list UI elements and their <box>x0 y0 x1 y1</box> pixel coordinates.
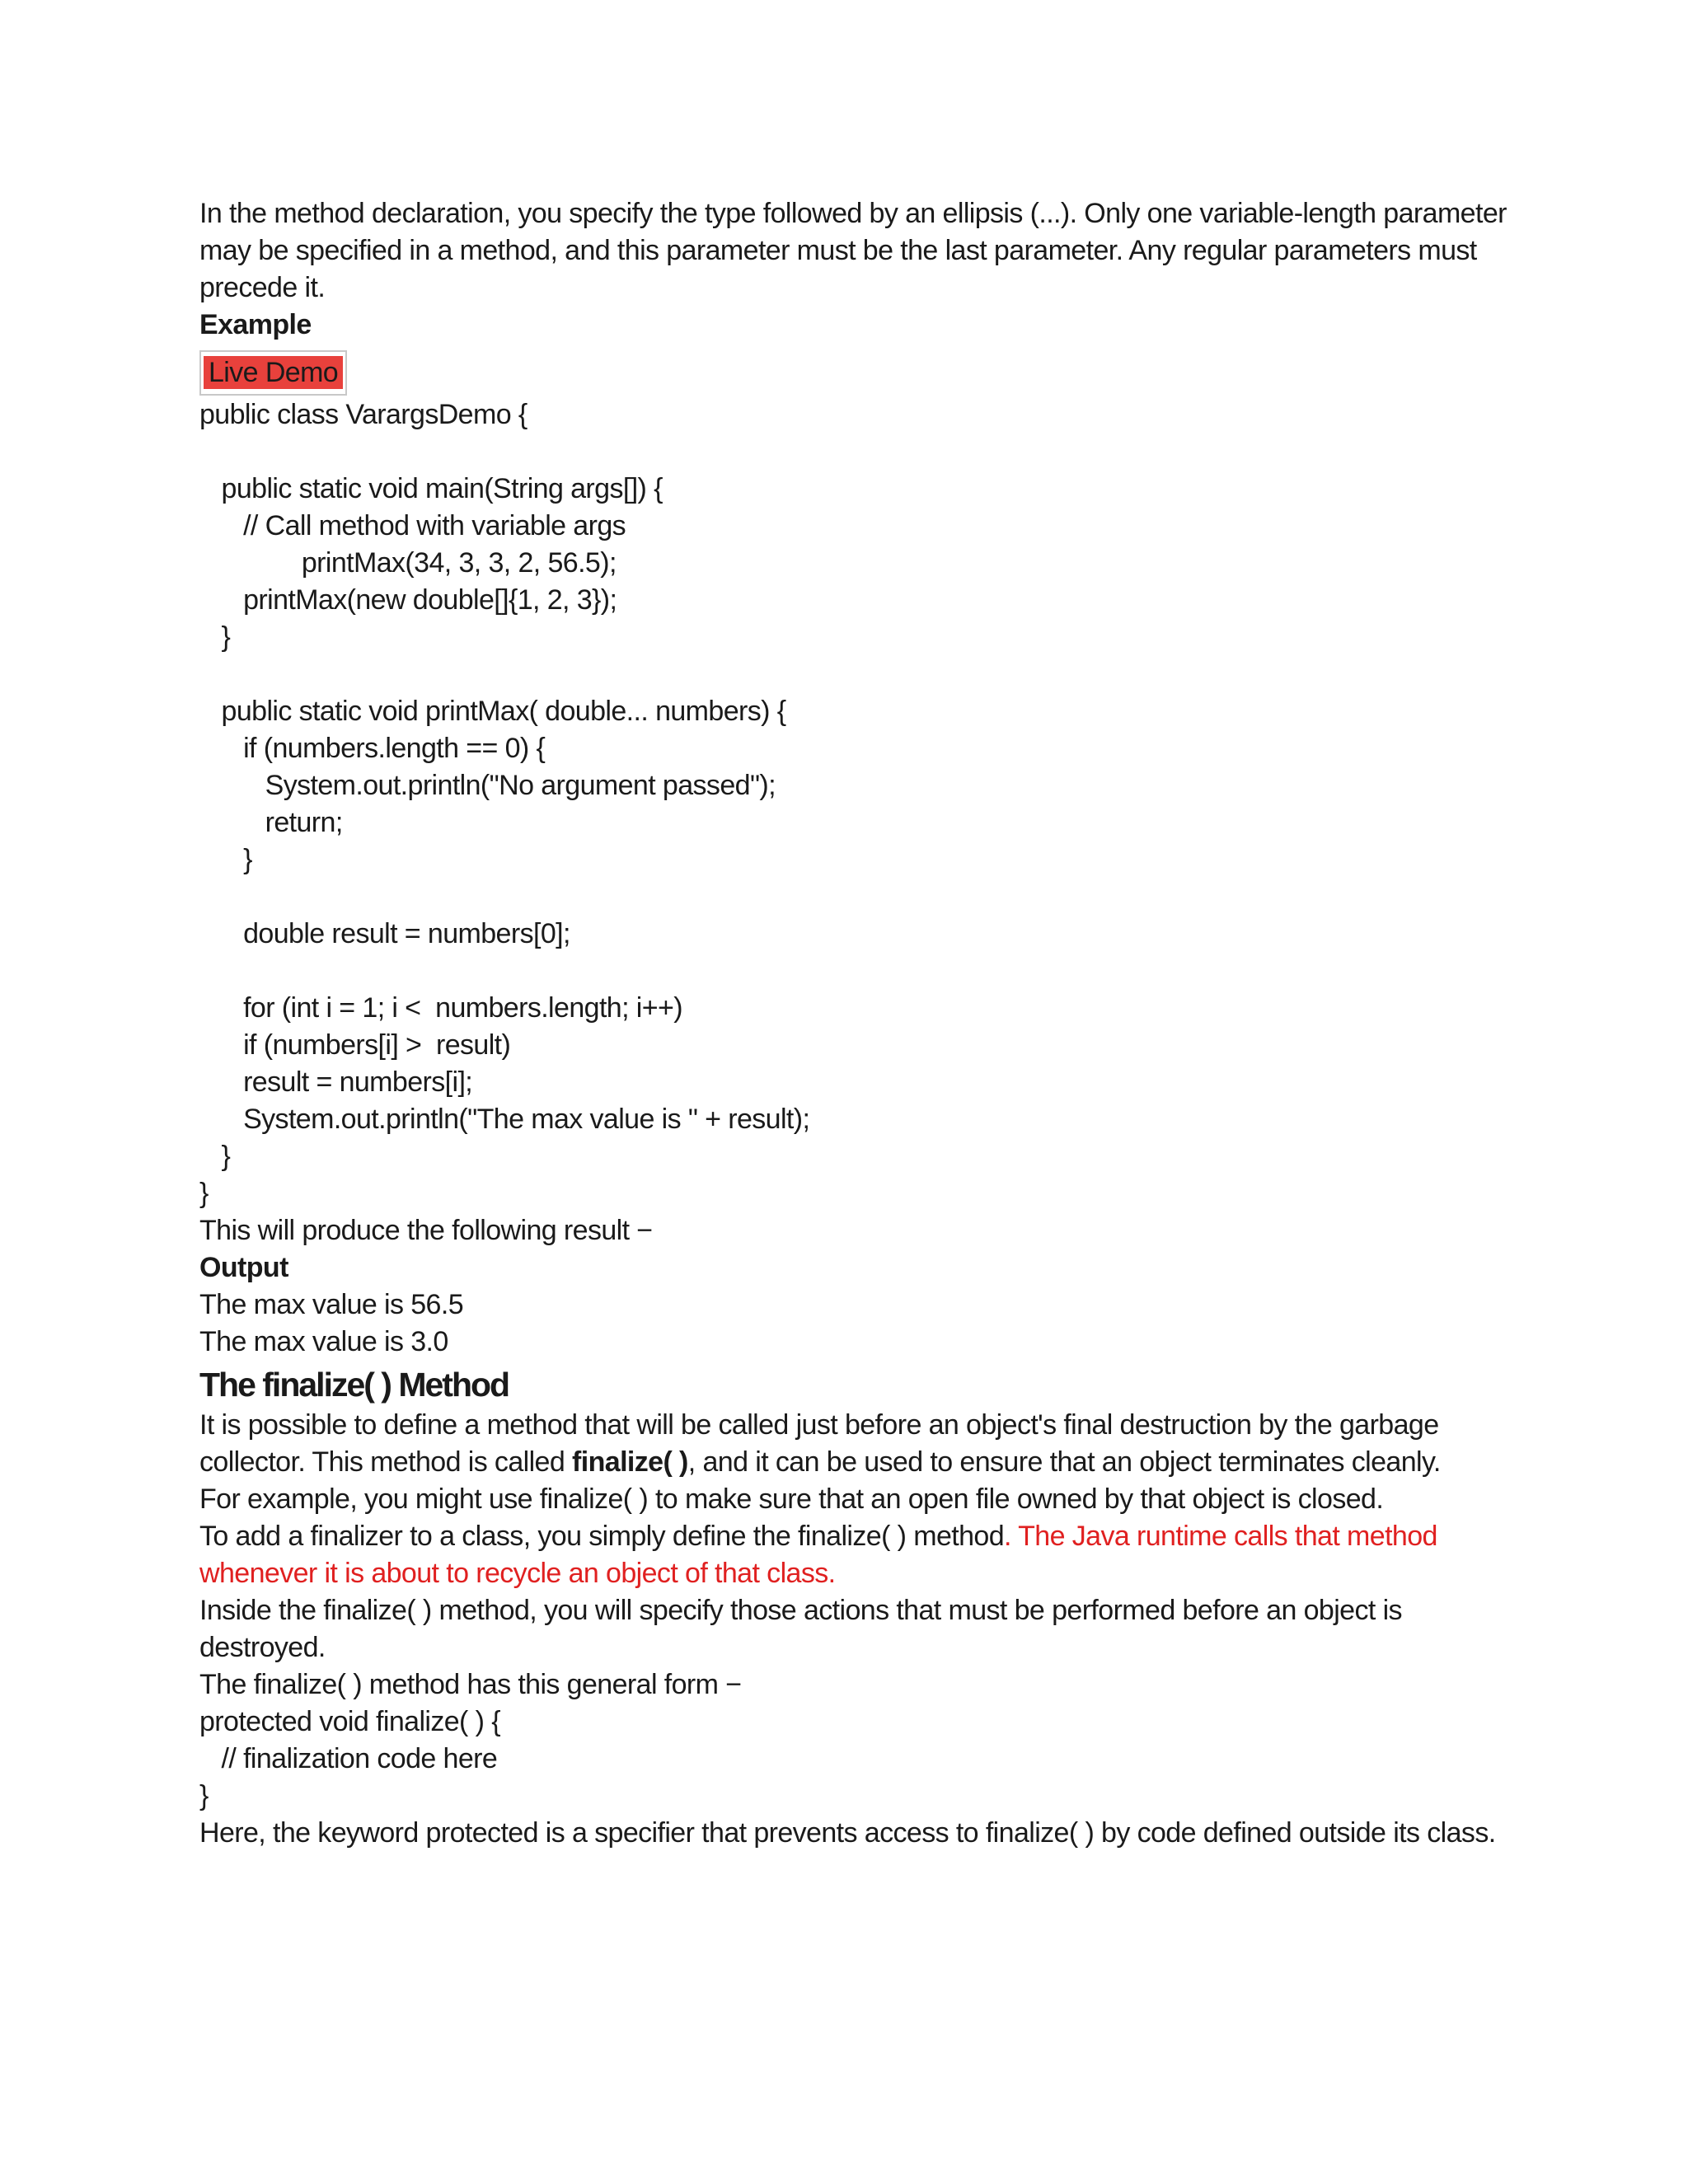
live-demo-container <box>199 350 1518 393</box>
finalize-code-block <box>199 1704 1518 1815</box>
code-line: } <box>199 1178 209 1209</box>
code-line <box>199 953 1518 990</box>
output-line: The max value is 3.0 <box>199 1326 448 1357</box>
code-line: } <box>199 621 231 653</box>
code-line: printMax(34, 3, 3, 2, 56.5); <box>199 547 617 579</box>
code-line: System.out.println("The max value is " + result); <box>199 1104 810 1135</box>
code-line: // finalization code here <box>199 1743 498 1774</box>
output-line: The max value is 56.5 <box>199 1289 464 1320</box>
code-line: } <box>199 1780 209 1811</box>
code-line <box>199 879 1518 916</box>
code-line: public class VarargsDemo { <box>199 399 528 430</box>
code-line: if (numbers[i] > result) <box>199 1029 511 1061</box>
code-line: public static void main(String args[]) { <box>199 473 663 504</box>
code-line: } <box>199 1141 231 1172</box>
code-line <box>199 434 1518 471</box>
code-line: // Call method with variable args <box>199 510 640 541</box>
finalize-paragraph-5: The finalize( ) method has this general form − <box>199 1669 742 1700</box>
code-line: printMax(new double[]{1, 2, 3}); <box>199 584 617 616</box>
finalize-paragraph-3 <box>199 1518 1518 1592</box>
intro-paragraph: In the method declaration, you specify the type followed by an ellipsis (...). Only one variable-length parameter may be specified in a method, and this parameter must be the last parameter. Any regular parameters must precede it. <box>199 198 1507 303</box>
live-demo-button[interactable] <box>199 350 347 396</box>
result-intro: This will produce the following result − <box>199 1215 653 1246</box>
finalize-paragraph-1 <box>199 1407 1518 1481</box>
finalize-p3-red: . The Java runtime calls that method whenever it is about to recycle an object of that class. <box>199 1521 1437 1589</box>
finalize-p1-after: , and it can be used to ensure that an object terminates cleanly. <box>687 1446 1441 1478</box>
code-line: } <box>199 844 252 875</box>
live-demo-label: Live Demo <box>204 356 343 389</box>
finalize-paragraph-4: Inside the finalize( ) method, you will specify those actions that must be performed before an object is destroyed. <box>199 1595 1402 1663</box>
example-code-block <box>199 396 1518 1212</box>
finalize-p3-before: To add a finalizer to a class, you simply define the finalize( ) method <box>199 1521 1005 1552</box>
code-line: result = numbers[i]; <box>199 1066 473 1098</box>
finalize-paragraph-6: Here, the keyword protected is a specifier that prevents access to finalize( ) by code defined outside its class. <box>199 1817 1496 1849</box>
code-line: System.out.println("No argument passed"); <box>199 770 776 801</box>
finalize-paragraph-2: For example, you might use finalize( ) to make sure that an open file owned by that object is closed. <box>199 1483 1384 1515</box>
code-line: for (int i = 1; i < numbers.length; i++) <box>199 992 682 1024</box>
code-line: return; <box>199 807 343 838</box>
code-line <box>199 656 1518 693</box>
code-line: public static void printMax( double... numbers) { <box>199 696 786 727</box>
output-heading: Output <box>199 1252 288 1283</box>
finalize-p1-before: It is possible to define a method that will be called just before an object's final destruction by the garbage collector. This method is called <box>199 1409 1439 1478</box>
code-line: if (numbers.length == 0) { <box>199 733 546 764</box>
finalize-p1-bold: finalize( ) <box>572 1446 688 1478</box>
finalize-heading: The finalize( ) Method <box>199 1366 509 1404</box>
code-line: double result = numbers[0]; <box>199 918 570 949</box>
code-line: protected void finalize( ) { <box>199 1706 500 1737</box>
document-content <box>199 195 1518 1852</box>
example-heading: Example <box>199 309 312 340</box>
